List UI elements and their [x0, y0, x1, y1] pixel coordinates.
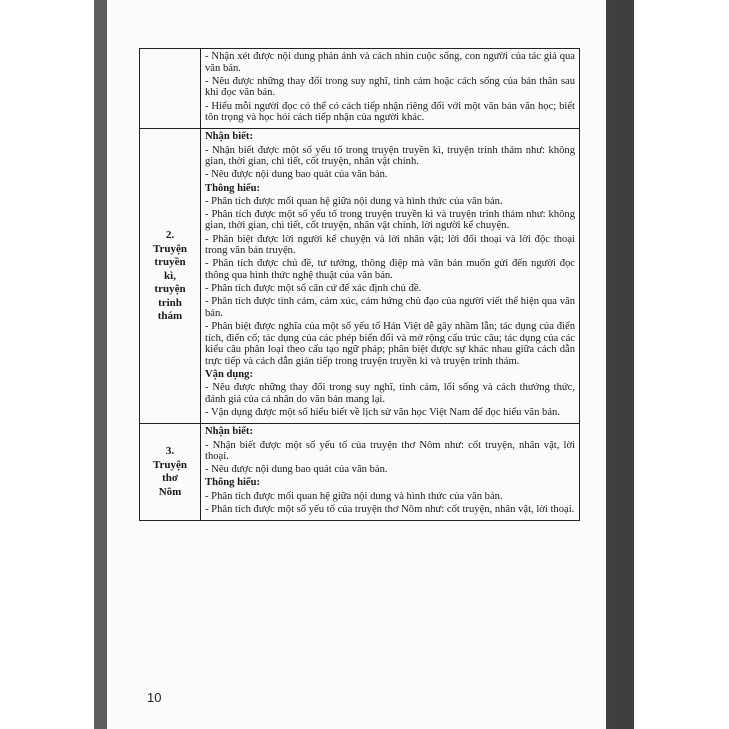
content-table — [139, 48, 580, 521]
genre-label-line: truyện — [154, 283, 186, 296]
genre-label-line: thơ — [162, 472, 178, 485]
genre-label-cell — [140, 129, 201, 424]
level-heading: Vận dụng: — [205, 369, 253, 381]
genre-label-cell — [140, 424, 201, 521]
level-heading: Nhận biết: — [205, 131, 253, 143]
requirement-item: - Phân tích được một số yếu tố trong truyện truyền kì và truyện trinh thám như: không gian, thời gian, chi tiết, cốt truyện, nhân vật chính, lời người kể chuyện. — [205, 208, 575, 232]
genre-label-line: 3. — [165, 445, 175, 458]
genre-label-cell — [140, 49, 201, 129]
requirement-item: - Nhận biết được một số yếu tố của truyện thơ Nôm như: cốt truyện, nhân vật, lời thoại. — [205, 439, 575, 463]
requirement-item: - Phân tích được một số căn cứ để xác định chủ đề. — [205, 283, 422, 295]
genre-label-line: Truyện — [152, 242, 188, 255]
genre-label-line: Truyện — [152, 458, 188, 471]
requirement-item: - Phân tích được tình cảm, cảm xúc, cảm hứng chủ đạo của người viết thể hiện qua văn bản. — [205, 296, 575, 319]
requirement-item: - Hiểu mỗi người đọc có thể có cách tiếp nhận riêng đối với một văn bản văn học; biết tôn trọng và học hỏi cách tiếp nhận của người khác. — [205, 100, 575, 124]
requirement-item: - Nêu được nội dung bao quát của văn bản. — [205, 464, 388, 476]
requirement-item: - Phân tích được mối quan hệ giữa nội dung và hình thức của văn bản. — [205, 195, 503, 207]
row-continuation — [140, 49, 580, 129]
requirement-item: - Phân tích được một số yếu tố của truyện thơ Nôm như: cốt truyện, nhân vật, lời thoại. — [205, 503, 575, 515]
requirements-cell — [201, 49, 580, 129]
genre-label-line: trinh — [158, 296, 182, 309]
requirements-cell — [201, 424, 580, 521]
requirement-item: - Phân biệt được lời người kể chuyện và lời nhân vật; lời đối thoại và lời độc thoại trong văn bản truyện. — [205, 233, 575, 257]
requirement-item: - Phân biệt được nghĩa của một số yếu tố Hán Việt dễ gây nhầm lẫn; tác dụng của điển tích, điển cố; tác dụng của các phép biến đổi và mở rộng cấu trúc câu; tác dụng của các kiểu câu phân loại theo cấu tạo ngữ pháp; phân biệt được sự khác nhau giữa cách dẫn trực tiếp và cách dẫn gián tiếp trong truyện truyền kì và truyện trinh thám. — [205, 321, 575, 367]
genre-label-line: kì, — [164, 269, 176, 282]
row-truyen-tho-nom — [140, 424, 580, 521]
level-heading: Thông hiểu: — [205, 182, 261, 194]
page-number: 10 — [147, 690, 162, 705]
level-heading: Thông hiểu: — [205, 477, 261, 489]
level-heading: Nhận biết: — [205, 426, 253, 438]
row-truyen-truyen-ki-trinh-tham — [140, 129, 580, 424]
requirement-item: - Phân tích được chủ đề, tư tưởng, thông điệp mà văn bản muốn gửi đến người đọc thông qua hình thức nghệ thuật của văn bản. — [205, 258, 575, 282]
requirement-item: - Vận dụng được một số hiểu biết về lịch sử văn học Việt Nam để đọc hiểu văn bản. — [205, 407, 560, 419]
requirement-item: - Nêu được những thay đổi trong suy nghĩ, tình cảm, lối sống và cách thưởng thức, đánh giá của cá nhân do văn bản mang lại. — [205, 382, 575, 405]
genre-label-line: thám — [157, 310, 183, 323]
requirement-item: - Nêu được nội dung bao quát của văn bản. — [205, 169, 388, 181]
genre-label-line: Nôm — [158, 485, 182, 498]
genre-label-line: 2. — [165, 229, 175, 242]
requirement-item: - Nhận xét được nội dung phản ánh và cách nhìn cuộc sống, con người của tác giả qua văn bản. — [205, 51, 575, 74]
requirements-cell — [201, 129, 580, 424]
requirement-item: - Nêu được những thay đổi trong suy nghĩ, tình cảm hoặc cách sống của bản thân sau khi đọc văn bản. — [205, 75, 575, 99]
genre-label-line: truyền — [154, 256, 186, 269]
requirement-item: - Phân tích được mối quan hệ giữa nội dung và hình thức của văn bản. — [205, 490, 503, 502]
requirement-item: - Nhận biết được một số yếu tố trong truyện truyền kì, truyện trinh thám như: không gian, thời gian, chi tiết, cốt truyện, nhân vật chính. — [205, 144, 575, 168]
